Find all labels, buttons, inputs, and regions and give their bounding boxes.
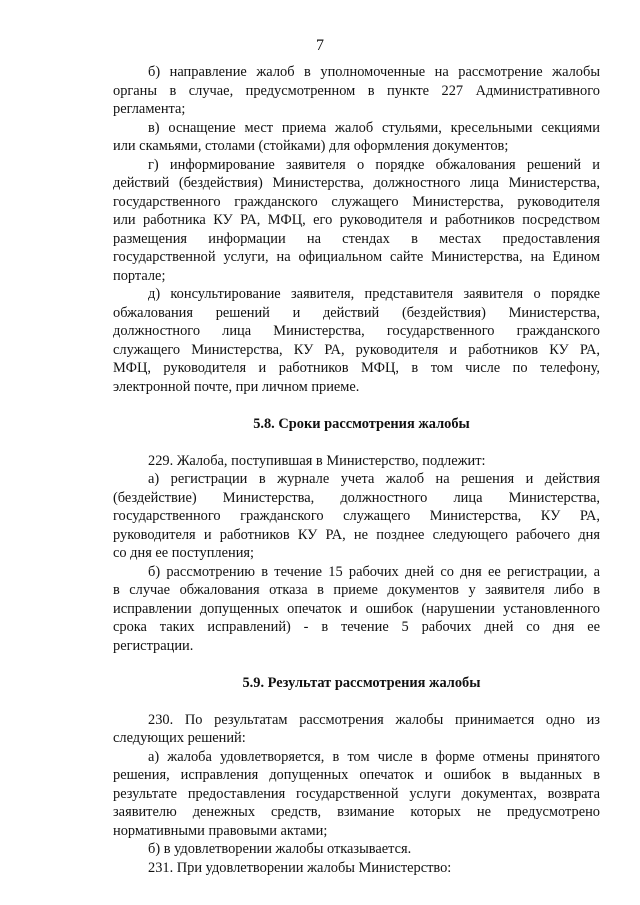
text-line: МФЦ, руководителя и работников МФЦ, в том числе по телефону, — [113, 360, 600, 376]
paragraph — [113, 285, 600, 396]
text-line: портале; — [113, 267, 166, 284]
text-line: заявителю денежных средств, взимание которых не предусмотрено — [113, 804, 600, 820]
text-line: служащего Министерства, КУ РА, руководителя и работников КУ РА, — [113, 341, 600, 358]
paragraph — [113, 63, 600, 119]
paragraph — [113, 470, 600, 563]
paragraph — [113, 748, 600, 841]
text-line: решения, исправления допущенных опечаток и ошибок в выданных в — [113, 767, 600, 783]
text-line: (бездействие) Министерства, должностного лица Министерства, — [113, 489, 600, 506]
page-number: 7 — [316, 37, 324, 54]
text-line: в) оснащение мест приема жалоб стульями, кресельными секциями — [148, 119, 600, 136]
text-line: размещения информации на стендах в местах предоставления — [113, 230, 600, 247]
paragraph — [113, 840, 600, 859]
paragraph — [113, 452, 600, 471]
section-heading: 5.9. Результат рассмотрения жалобы — [242, 675, 481, 691]
text-line: нормативными правовыми актами; — [113, 822, 328, 839]
text-line: а) жалоба удовлетворяется, в том числе в форме отмены принятого — [148, 748, 600, 765]
text-line: или скамьями, столами (стойками) для оформления документов; — [113, 138, 509, 154]
text-line: руководителя и работников КУ РА, не позднее следующего рабочего дня — [113, 526, 600, 543]
text-line: государственного гражданского служащего Министерства, КУ РА, — [113, 508, 600, 524]
text-line: регистрации. — [113, 637, 194, 654]
text-line: в случае обжалования отказа в приеме документов у заявителя либо в — [113, 582, 600, 598]
text-line: или работника КУ РА, МФЦ, его руководителя и работников посредством — [113, 212, 600, 228]
text-line: следующих решений: — [113, 730, 246, 746]
text-line: действий (бездействия) Министерства, должностного лица Министерства, — [113, 175, 600, 191]
text-line: д) консультирование заявителя, представителя заявителя о порядке — [148, 286, 600, 302]
text-line: 229. Жалоба, поступившая в Министерство, подлежит: — [148, 452, 486, 469]
paragraph — [113, 563, 600, 656]
text-line: б) рассмотрению в течение 15 рабочих дней со дня ее регистрации, а — [148, 563, 600, 580]
text-line: должностного лица Министерства, государственного гражданского — [113, 323, 600, 339]
text-line: обжалования решений и действий (бездействия) Министерства, — [113, 304, 600, 321]
text-line: электронной почте, при личном приеме. — [113, 378, 360, 395]
text-line: органы в случае, предусмотренном в пункте 227 Административного — [113, 82, 600, 99]
paragraph — [113, 119, 600, 156]
text-line: б) в удовлетворении жалобы отказывается. — [148, 841, 412, 857]
text-line: государственного гражданского служащего Министерства, руководителя — [113, 193, 600, 210]
text-line: регламента; — [113, 101, 186, 117]
text-line: а) регистрации в журнале учета жалоб на решения и действия — [148, 471, 600, 487]
paragraph — [113, 711, 600, 748]
text-line: 231. При удовлетворении жалобы Министерство: — [148, 859, 452, 876]
text-line: г) информирование заявителя о порядке обжалования решений и — [148, 156, 600, 173]
text-line: со дня ее поступления; — [113, 545, 255, 561]
text-line: государственной услуги, на официальном сайте Министерства, на Едином — [113, 249, 600, 265]
paragraph — [113, 859, 600, 878]
paragraph — [113, 156, 600, 286]
text-line: б) направление жалоб в уполномоченные на рассмотрение жалобы — [148, 64, 600, 80]
text-line: исправлении допущенных опечаток и ошибок (нарушении установленного — [113, 600, 600, 617]
text-line: срока таких исправлений) - в течение 5 рабочих дней со дня ее — [113, 619, 600, 635]
text-line: результате предоставления государственной услуги документах, возврата — [113, 785, 600, 802]
document-body — [113, 63, 600, 877]
section-heading: 5.8. Сроки рассмотрения жалобы — [253, 416, 470, 432]
text-line: 230. По результатам рассмотрения жалобы принимается одно из — [148, 711, 600, 728]
